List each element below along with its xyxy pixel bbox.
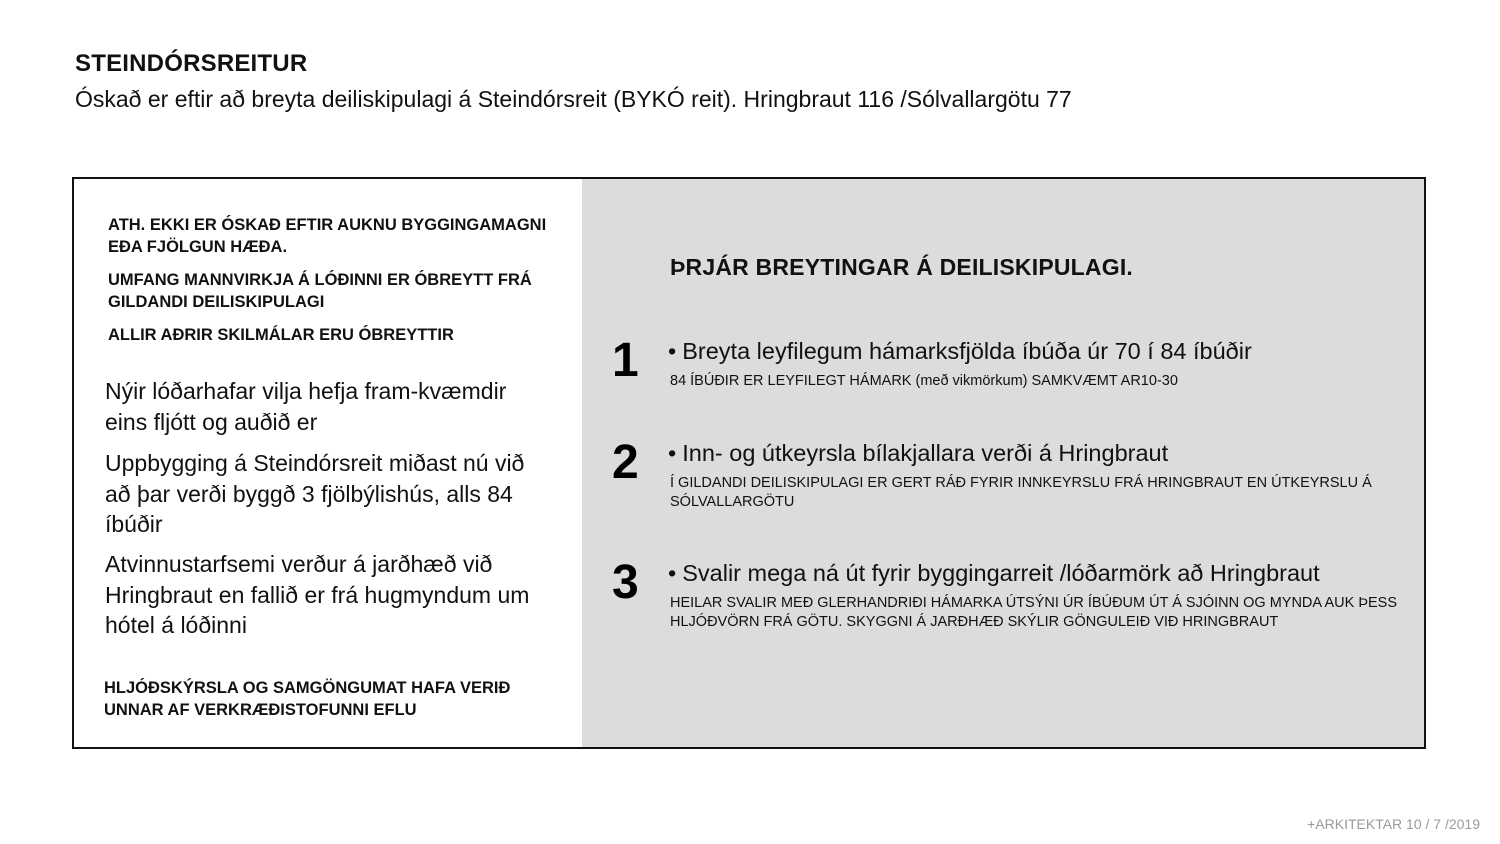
paragraph-new-owners: Nýir lóðarhafar vilja hefja fram-kvæmdir eins fljótt og auðið er: [105, 378, 507, 435]
change-title-text: Breyta leyfilegum hámarksfjölda íbúða úr 70 í 84 íbúðir: [682, 338, 1252, 364]
bullet-icon: •: [668, 440, 677, 466]
page-subtitle: Óskað er eftir að breyta deiliskipulagi á Steindórsreit (BYKÓ reit). Hringbraut 116 /Sólvallargötu 77: [75, 86, 1072, 112]
change-title: [668, 337, 1252, 365]
paragraph-development: Uppbygging á Steindórsreit miðast nú við að þar verði byggð 3 fjölbýlishús, alls 84 íbúðir: [105, 450, 525, 537]
note-other-terms-unchanged: ALLIR AÐRIR SKILMÁLAR ERU ÓBREYTTIR: [108, 326, 454, 344]
change-number: 2: [612, 436, 639, 489]
change-title-text: Svalir mega ná út fyrir byggingarreit /lóðarmörk að Hringbraut: [682, 560, 1320, 586]
change-title: [668, 559, 1320, 587]
change-detail: Í GILDANDI DEILISKIPULAGI ER GERT RÁÐ FYRIR INNKEYRSLU FRÁ HRINGBRAUT EN ÚTKEYRSLU Á SÓLVALLARGÖTU: [670, 475, 1372, 510]
page-title: STEINDÓRSREITUR: [75, 50, 308, 77]
note-scope-unchanged: UMFANG MANNVIRKJA Á LÓÐINNI ER ÓBREYTT FRÁ GILDANDI DEILISKIPULAGI: [108, 271, 532, 311]
change-detail: 84 ÍBÚÐIR ER LEYFILEGT HÁMARK (með vikmörkum) SAMKVÆMT AR10-30: [670, 373, 1178, 389]
change-title: [668, 439, 1168, 467]
content-frame: [72, 177, 1426, 749]
right-panel: [582, 179, 1424, 747]
change-detail: HEILAR SVALIR MEÐ GLERHANDRIÐI HÁMARKA ÚTSÝNI ÚR ÍBÚÐUM ÚT Á SJÓINN OG MYNDA AUK ÞESS HLJÓÐVÖRN FRÁ GÖTU. SKYGGNI Á JARÐHÆÐ SKÝLIR GÖNGULEIÐ VIÐ HRINGBRAUT: [670, 595, 1398, 630]
footer-credit: +ARKITEKTAR 10 / 7 /2019: [1307, 816, 1480, 832]
note-no-added-volume: ATH. EKKI ER ÓSKAÐ EFTIR AUKNU BYGGINGAMAGNI EÐA FJÖLGUN HÆÐA.: [108, 216, 547, 256]
bullet-icon: •: [668, 560, 677, 586]
note-reports: HLJÓÐSKÝRSLA OG SAMGÖNGUMAT HAFA VERIÐ UNNAR AF VERKRÆÐISTOFUNNI EFLU: [104, 679, 511, 719]
left-panel: [74, 179, 582, 747]
change-number: 3: [612, 556, 639, 609]
bullet-icon: •: [668, 338, 677, 364]
changes-heading: ÞRJÁR BREYTINGAR Á DEILISKIPULAGI.: [670, 254, 1134, 280]
change-number: 1: [612, 334, 639, 387]
change-title-text: Inn- og útkeyrsla bílakjallara verði á Hringbraut: [682, 440, 1169, 466]
paragraph-commercial: Atvinnustarfsemi verður á jarðhæð við Hringbraut en fallið er frá hugmyndum um hótel á lóðinni: [105, 551, 530, 638]
